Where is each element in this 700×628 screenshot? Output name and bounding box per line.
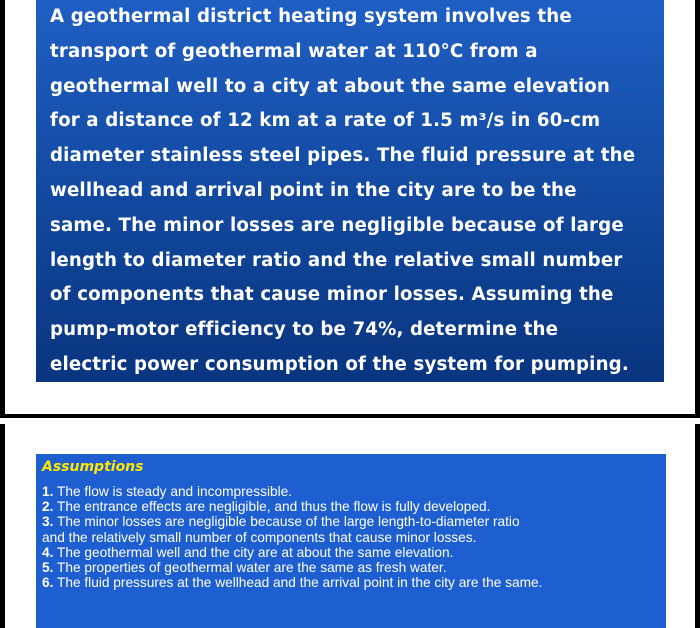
assumption-number: 4. [42, 544, 54, 560]
assumption-number: 2. [42, 499, 54, 515]
assumption-item [42, 560, 660, 575]
assumption-item-continued [42, 530, 660, 545]
assumption-number: 5. [42, 560, 54, 576]
problem-line: wellhead and arrival point in the city are to be the [50, 179, 577, 201]
assumption-item [42, 575, 660, 590]
problem-line: same. The minor losses are negligible because of large [50, 214, 624, 236]
slide-right-border [695, 424, 700, 628]
problem-statement-box [36, 0, 664, 382]
problem-line: A geothermal district heating system involves the [50, 6, 572, 27]
assumption-number: 1. [42, 484, 54, 499]
assumptions-title: Assumptions [42, 459, 144, 475]
slide-left-border [0, 0, 5, 418]
assumption-item [42, 499, 660, 514]
assumption-text: The flow is steady and incompressible. [53, 484, 293, 499]
assumption-text: The minor losses are negligible because of the large length-to-diameter ratio [53, 514, 520, 530]
slide-right-border [695, 0, 700, 418]
assumptions-slide [0, 424, 700, 628]
problem-line: length to diameter ratio and the relative small number [50, 249, 623, 271]
problem-line: for a distance of 12 km at a rate of 1.5 m³/s in 60-cm [50, 110, 601, 132]
assumption-item [42, 484, 660, 499]
assumption-item [42, 514, 660, 529]
assumption-number: 6. [42, 575, 54, 591]
assumption-number: 3. [42, 514, 54, 530]
problem-line: diameter stainless steel pipes. The fluid pressure at the [50, 145, 636, 167]
assumption-text: The properties of geothermal water are the same as fresh water. [53, 560, 447, 576]
problem-line: pump-motor efficiency to be 74%, determine the [50, 319, 559, 341]
problem-line: of components that cause minor losses. Assuming the [50, 284, 614, 306]
assumption-item [42, 545, 660, 560]
assumptions-box [36, 454, 666, 628]
slide-left-border [0, 424, 5, 628]
assumption-text: The fluid pressures at the wellhead and the arrival point in the city are the same. [53, 575, 543, 591]
problem-line: transport of geothermal water at 110°C from a [50, 40, 538, 62]
assumption-text: The geothermal well and the city are at about the same elevation. [53, 544, 454, 560]
problem-line: electric power consumption of the system for pumping. [50, 353, 629, 375]
problem-line: geothermal well to a city at about the same elevation [50, 75, 610, 97]
assumption-text: The entrance effects are negligible, and thus the flow is fully developed. [53, 499, 491, 515]
assumptions-list [42, 484, 660, 590]
assumption-text: and the relatively small number of components that cause minor losses. [42, 529, 477, 545]
problem-statement [50, 0, 656, 383]
